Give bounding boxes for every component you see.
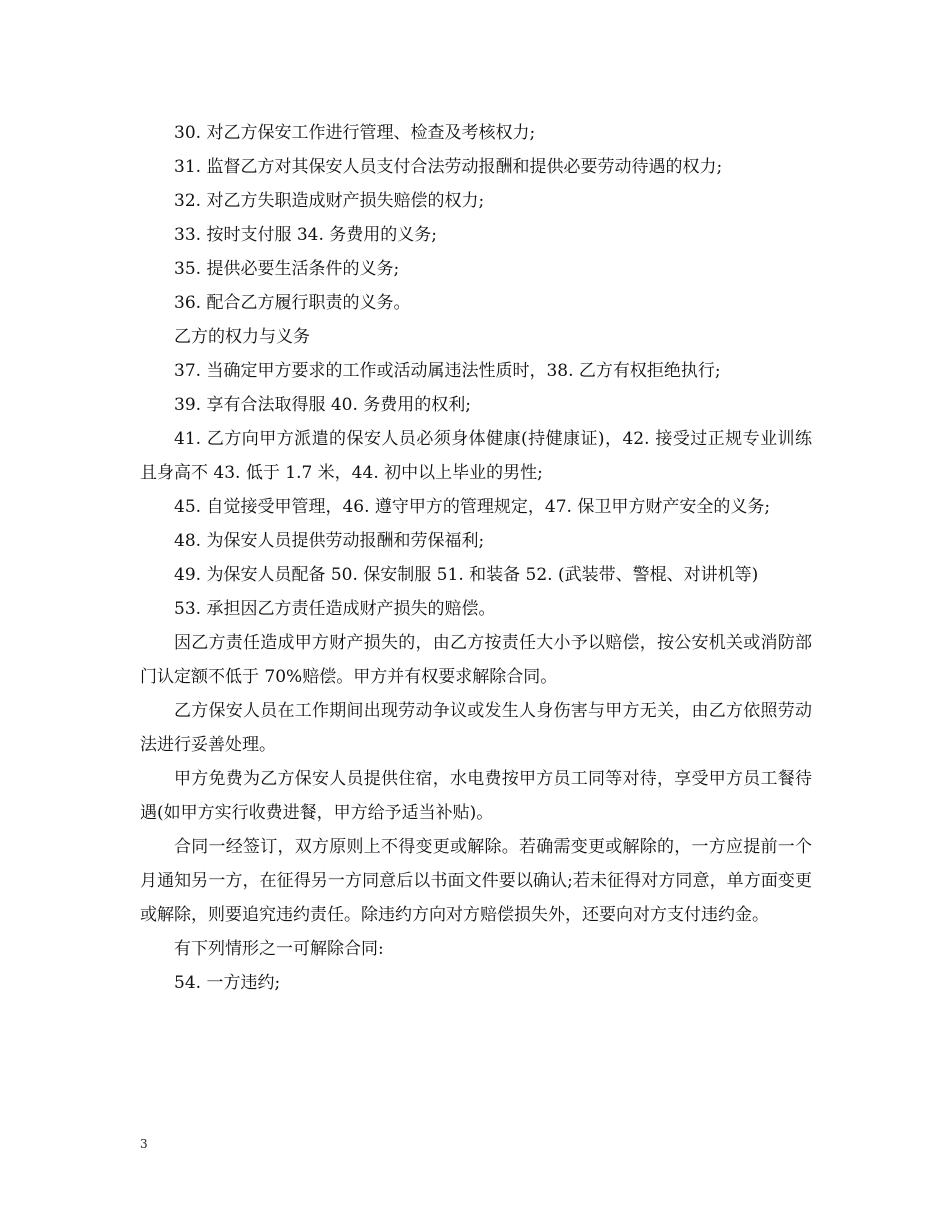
clause-54: 54. 一方违约; xyxy=(174,973,281,993)
clause-41-44: 41. 乙方向甲方派遣的保安人员必须身体健康(持健康证)，42. 接受过正规专业训练且身高不 43. 低于 1.7 米，44. 初中以上毕业的男性; xyxy=(140,429,812,483)
clause-32: 32. 对乙方失职造成财产损失赔偿的权力; xyxy=(174,191,485,211)
clause-53: 53. 承担因乙方责任造成财产损失的赔偿。 xyxy=(174,599,496,619)
paragraph-termination-intro: 有下列情形之一可解除合同: xyxy=(174,939,384,959)
clause-36: 36. 配合乙方履行职责的义务。 xyxy=(174,293,411,313)
document-body xyxy=(140,116,812,1000)
clause-49-52: 49. 为保安人员配备 50. 保安制服 51. 和装备 52. (武装带、警棍、对讲机等) xyxy=(174,565,759,585)
section-heading-party-b: 乙方的权力与义务 xyxy=(174,327,310,347)
clause-33-34: 33. 按时支付服 34. 务费用的义务; xyxy=(174,225,438,245)
paragraph-contract-change: 合同一经签订，双方原则上不得变更或解除。若确需变更或解除的，一方应提前一个月通知另一方，在征得另一方同意后以书面文件要以确认;若未征得对方同意，单方面变更或解除，则要追究违约责任。除违约方向对方赔偿损失外，还要向对方支付违约金。 xyxy=(140,837,812,925)
clause-39-40: 39. 享有合法取得服 40. 务费用的权利; xyxy=(174,395,472,415)
page-number: 3 xyxy=(140,1137,148,1151)
clause-45-47: 45. 自觉接受甲管理，46. 遵守甲方的管理规定，47. 保卫甲方财产安全的义务; xyxy=(174,497,771,517)
clause-31: 31. 监督乙方对其保安人员支付合法劳动报酬和提供必要劳动待遇的权力; xyxy=(174,157,723,177)
paragraph-compensation: 因乙方责任造成甲方财产损失的，由乙方按责任大小予以赔偿，按公安机关或消防部门认定额不低于 70%赔偿。甲方并有权要求解除合同。 xyxy=(140,633,812,687)
clause-35: 35. 提供必要生活条件的义务; xyxy=(174,259,400,279)
paragraph-labor-dispute: 乙方保安人员在工作期间出现劳动争议或发生人身伤害与甲方无关，由乙方依照劳动法进行妥善处理。 xyxy=(140,701,812,755)
clause-30: 30. 对乙方保安工作进行管理、检查及考核权力; xyxy=(174,123,536,143)
paragraph-accommodation: 甲方免费为乙方保安人员提供住宿，水电费按甲方员工同等对待，享受甲方员工餐待遇(如甲方实行收费进餐，甲方给予适当补贴)。 xyxy=(140,769,812,823)
clause-48: 48. 为保安人员提供劳动报酬和劳保福利; xyxy=(174,531,485,551)
clause-37-38: 37. 当确定甲方要求的工作或活动属违法性质时，38. 乙方有权拒绝执行; xyxy=(174,361,721,381)
